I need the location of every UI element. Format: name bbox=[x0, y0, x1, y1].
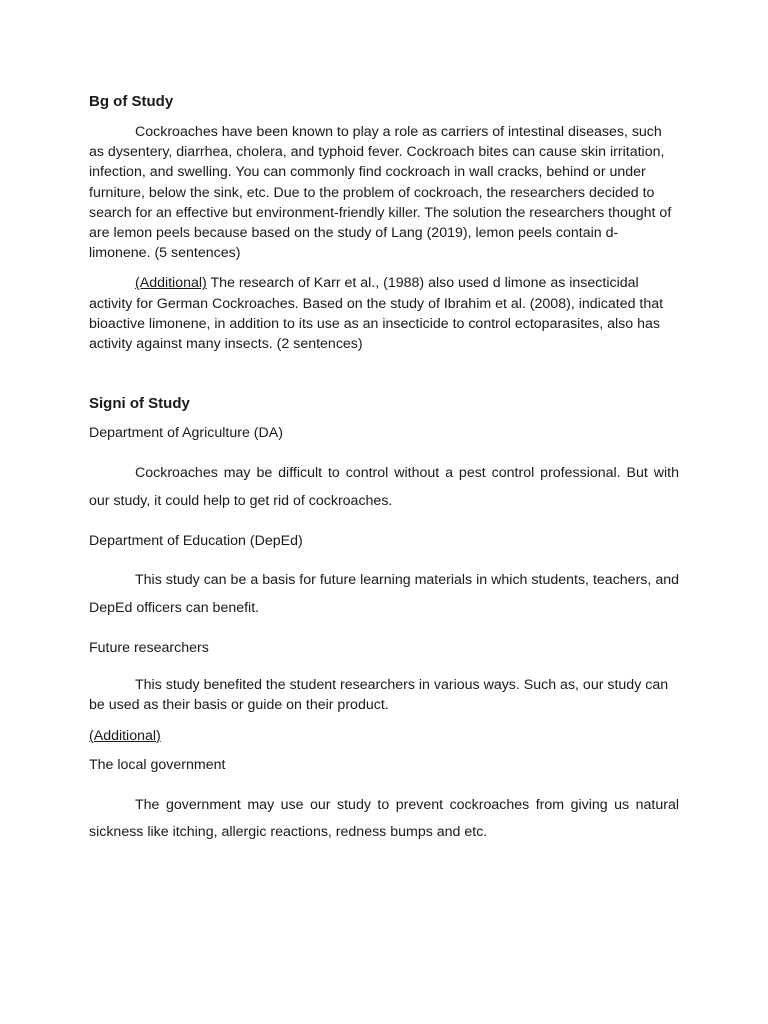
document-body bbox=[89, 92, 679, 847]
background-paragraph-1: Cockroaches have been known to play a role as carriers of intestinal diseases, such as dysentery, diarrhea, cholera, and typhoid fever. Cockroach bites can cause skin irritation, infection, and swelling. You can commonly find cockroach in wall cracks, behind or under furniture, below the sink, etc. Due to the problem of cockroach, the researchers decided to search for an effective but environment-friendly killer. The solution the researchers thought of are lemon peels because based on the study of Lang (2019), lemon peels contain d-limonene. (5 sentences) bbox=[89, 124, 672, 262]
beneficiary-text-future-researchers: This study benefited the student researchers in various ways. Such as, our study can be used as their basis or guide on their product. bbox=[89, 677, 669, 714]
beneficiary-label-local-government: The local government bbox=[89, 756, 226, 773]
beneficiary-label-future-researchers: Future researchers bbox=[89, 640, 209, 657]
beneficiary-label-da: Department of Agriculture (DA) bbox=[89, 425, 283, 442]
background-heading: Bg of Study bbox=[89, 93, 174, 110]
significance-heading: Signi of Study bbox=[89, 395, 190, 413]
beneficiary-text-deped: This study can be a basis for future learning materials in which students, teachers, and DepEd officers can benefit. bbox=[89, 572, 679, 616]
additional-tag: (Additional) bbox=[135, 275, 207, 292]
background-paragraph-2 bbox=[89, 273, 679, 354]
beneficiary-text-local-government: The government may use our study to prevent cockroaches from giving us natural sickness like itching, allergic reactions, redness bumps and etc. bbox=[89, 796, 679, 841]
additional-tag-2: (Additional) bbox=[89, 727, 161, 744]
beneficiary-label-deped: Department of Education (DepEd) bbox=[89, 533, 303, 550]
background-paragraph-2-text: The research of Karr et al., (1988) also used d limone as insecticidal activity for German Cockroaches. Based on the study of Ibrahim et al. (2008), indicated that bioactive limonene, in addition to its use as an insecticide to control ectoparasites, also has activity against many insects. (2 sentences) bbox=[89, 275, 664, 353]
beneficiary-text-da: Cockroaches may be difficult to control without a pest control professional. But with our study, it could help to get rid of cockroaches. bbox=[89, 465, 679, 509]
